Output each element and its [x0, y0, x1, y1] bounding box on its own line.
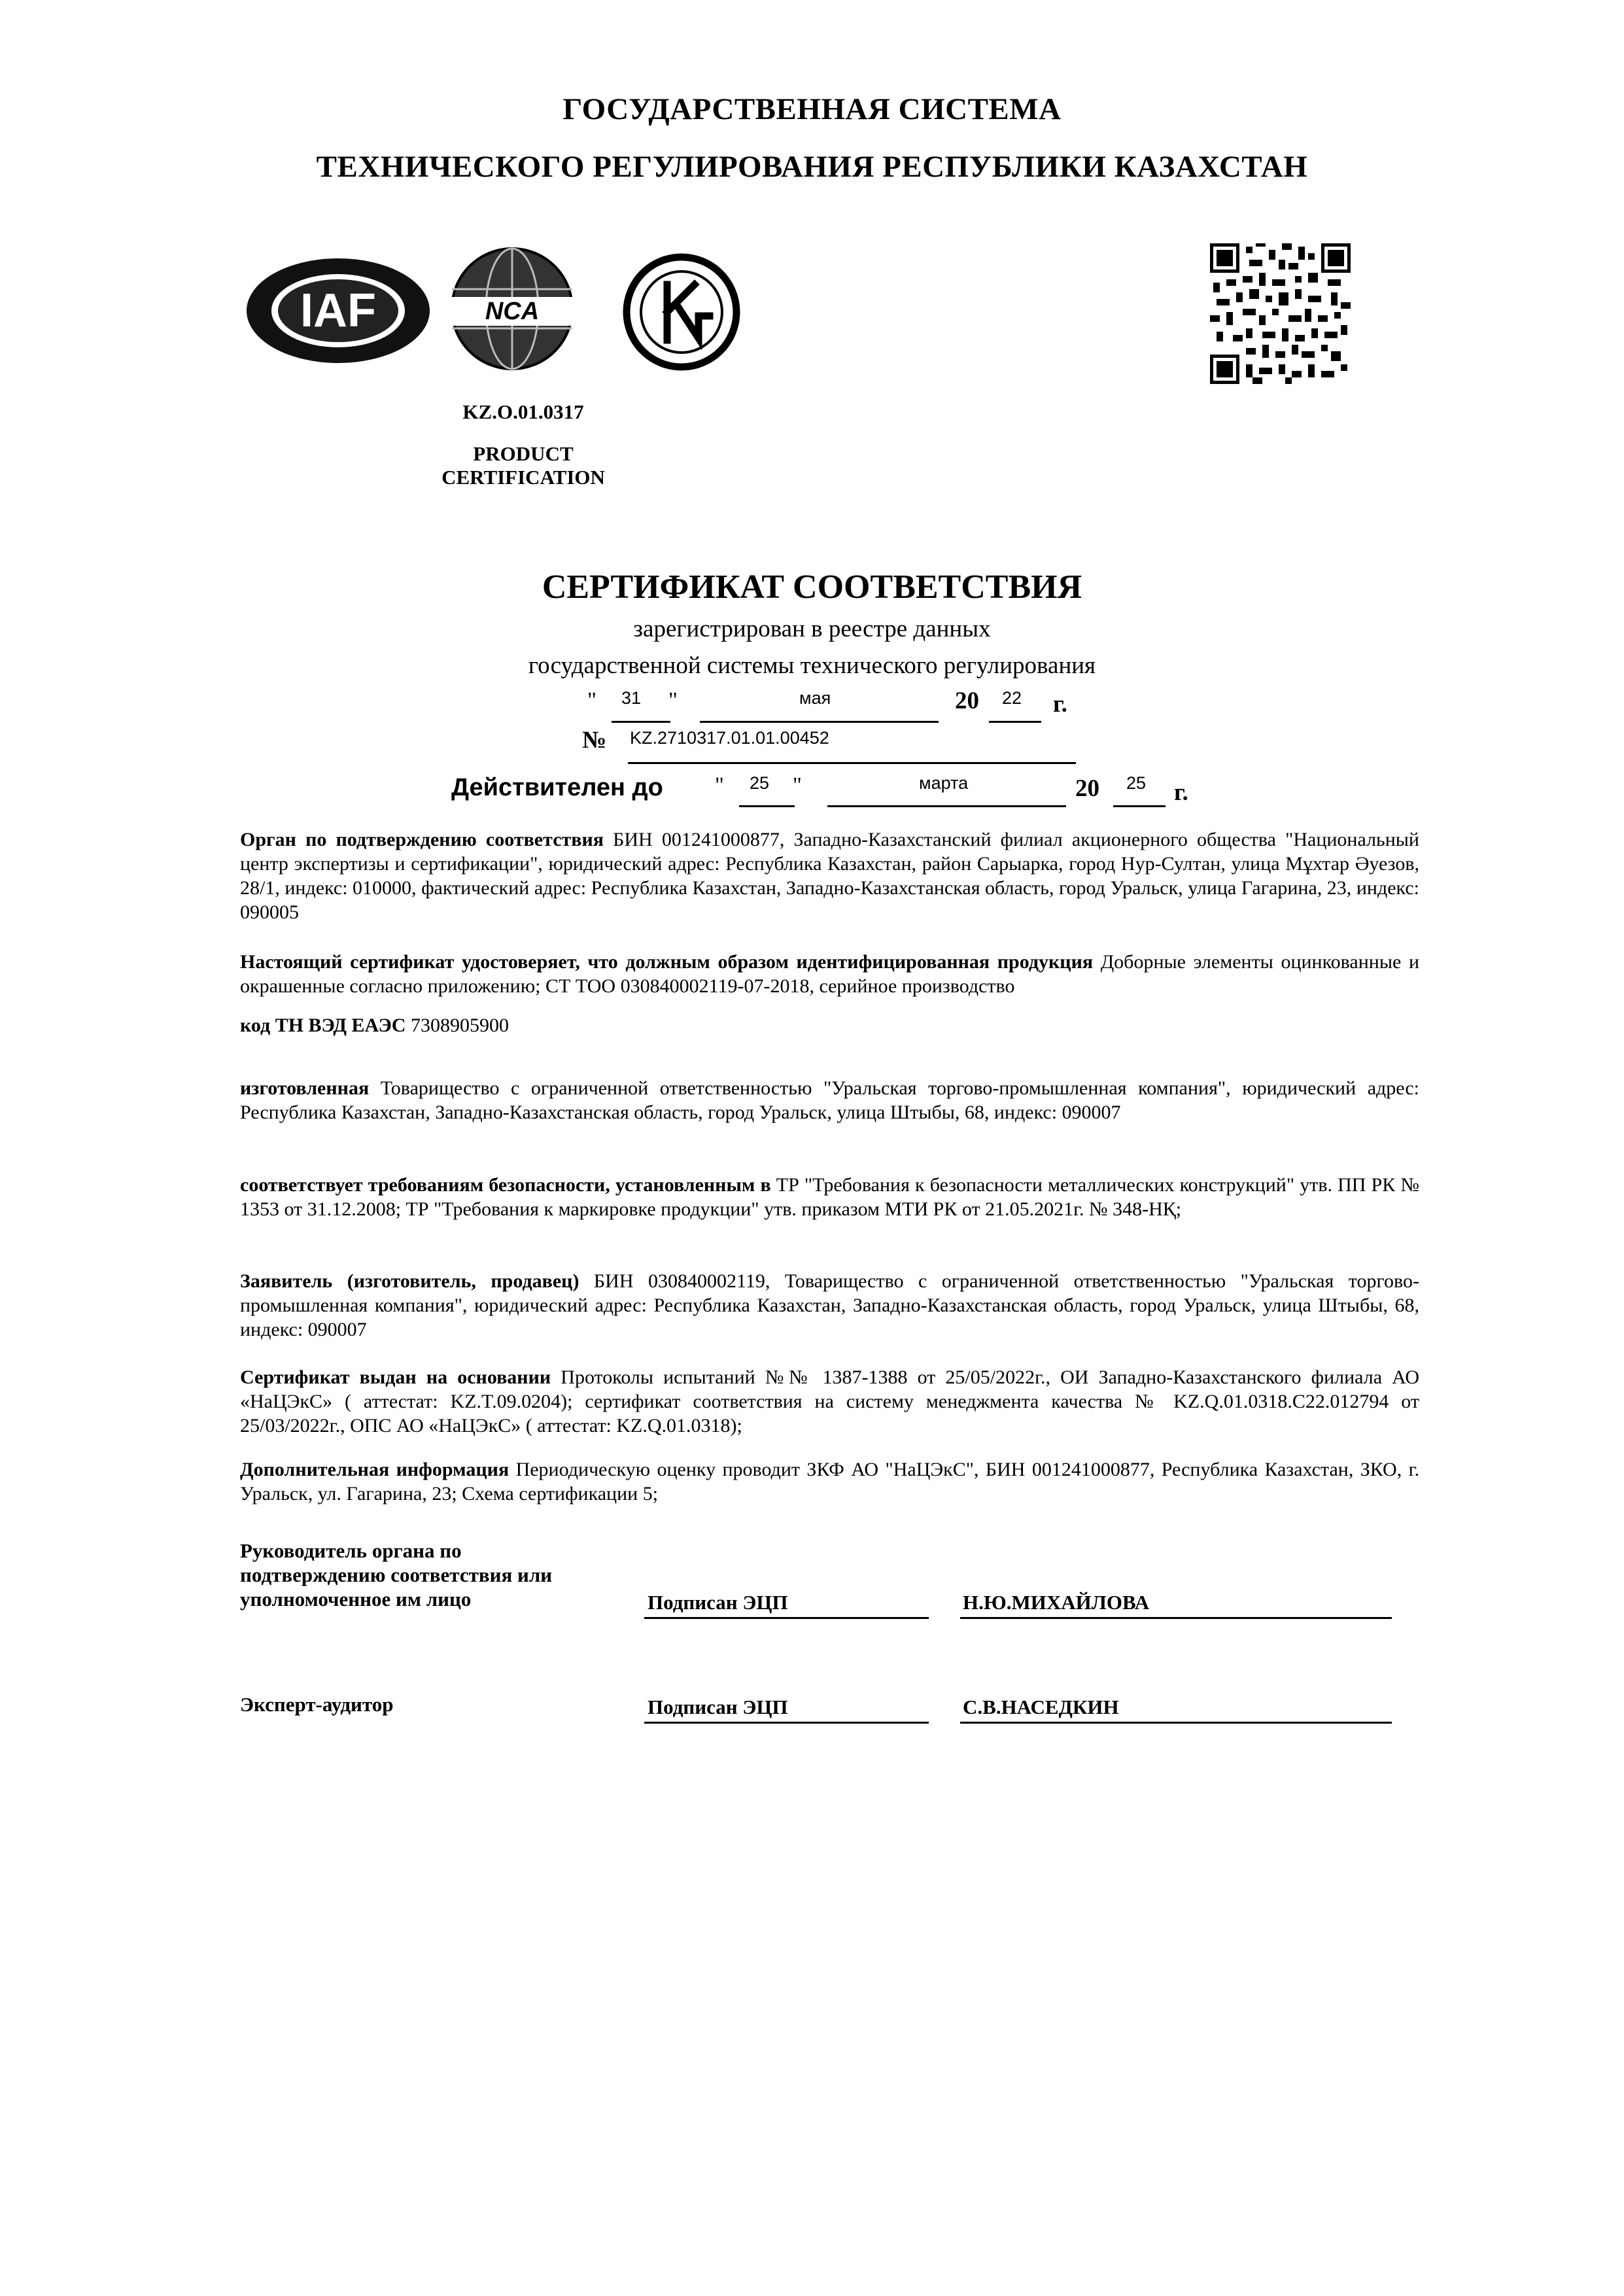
- section-requirements-label: соответствует требованиям безопасности, установленным в: [240, 1174, 771, 1196]
- valid-year-suffix: 25: [1126, 773, 1147, 793]
- section-organ-text: БИН 001241000877, Западно-Казахстанский филиал акционерного общества "Национальный центр экспертизы и сертификации", юридический адрес: Республика Казахстан, район Сарыарка, город Нур-Султан, улица Мұхтар Әуезов, 28/1, индекс: 010000, фактический адрес: Республика Казахстан, Западно-Казахстанская область, город Уральск, улица Гагарина, 23, индекс: 090005: [240, 829, 1419, 923]
- section-additional-text: Периодическую оценку проводит ЗКФ АО "НаЦЭкС", БИН 001241000877, Республика Казахстан, ЗКО, г. Уральск, ул. Гагарина, 23; Схема сертификации 5;: [240, 1459, 1420, 1505]
- valid-year-unit: г.: [1174, 779, 1188, 806]
- valid-until-label: Действителен до: [451, 774, 663, 801]
- valid-day: 25: [750, 773, 770, 793]
- certificate-title: СЕРТИФИКАТ СООТВЕТСТВИЯ: [542, 568, 1082, 606]
- reg-quote-open: ": [587, 688, 596, 712]
- section-manufacturer-label: изготовленная: [240, 1077, 370, 1099]
- head-signatory-label-2: подтверждению соответствия или: [240, 1563, 553, 1586]
- certificate-subtitle-1: зарегистрирован в реестре данных: [633, 616, 991, 642]
- expert-signed-status: Подписан ЭЦП: [648, 1696, 788, 1718]
- reg-year-unit: г.: [1053, 691, 1067, 718]
- qr-code: [1210, 243, 1351, 384]
- section-organ-label: Орган по подтверждению соответствия: [240, 829, 604, 850]
- section-requirements-text: ТР "Требования к безопасности металлических конструкций" утв. ПП РК № 1353 от 31.12.2008; ТР "Требования к маркировке продукции" утв. приказом МТИ РК от 21.05.2021г. № 348-НҚ;: [240, 1174, 1419, 1220]
- reg-quote-close: ": [668, 688, 678, 712]
- ncp-globe-logo: [447, 243, 578, 374]
- section-basis-label: Сертификат выдан на основании: [240, 1366, 551, 1388]
- certificate-subtitle-2: государственной системы технического регулирования: [528, 652, 1096, 679]
- section-certifies: [240, 950, 1419, 998]
- section-applicant-label: Заявитель (изготовитель, продавец): [240, 1270, 579, 1292]
- valid-year-prefix: 20: [1075, 775, 1099, 802]
- section-applicant: [240, 1269, 1419, 1342]
- expert-auditor-label: Эксперт-аудитор: [240, 1693, 394, 1716]
- valid-quote-open: ": [715, 773, 724, 797]
- head-signatory-label-3: уполномоченное им лицо: [240, 1588, 472, 1610]
- section-certifies-text: Доборные элементы оцинкованные и окрашенные согласно приложению; СТ ТОО 030840002119-07-2018, серийное производство: [240, 951, 1419, 997]
- section-requirements: [240, 1173, 1419, 1221]
- valid-quote-close: ": [793, 773, 802, 797]
- valid-month: марта: [919, 773, 969, 793]
- section-basis-text: Протоколы испытаний №№ 1387-1388 от 25/05/2022г., ОИ Западно-Казахстанского филиала АО «НаЦЭкС» ( аттестат: KZ.T.09.0204); сертификат соответствия на систему менеджмента качества № KZ.Q.01.0318.C22.012794 от 25/03/2022г., ОПС АО «НаЦЭкС» ( аттестат: KZ.Q.01.0318);: [240, 1366, 1419, 1436]
- head-signatory-name: Н.Ю.МИХАЙЛОВА: [963, 1591, 1150, 1614]
- section-organ: [240, 827, 1419, 924]
- iaf-logo: [243, 255, 433, 366]
- expert-auditor-name: С.В.НАСЕДКИН: [963, 1696, 1119, 1718]
- header-line-1: ГОСУДАРСТВЕННАЯ СИСТЕМА: [562, 92, 1062, 126]
- iaf-logo-text: IAF: [300, 285, 376, 337]
- reg-year-prefix: 20: [955, 687, 979, 714]
- reg-day: 31: [621, 688, 642, 708]
- accreditation-block: [425, 400, 621, 489]
- section-additional: [240, 1457, 1419, 1506]
- reg-month: мая: [799, 688, 831, 708]
- head-signed-status: Подписан ЭЦП: [648, 1591, 788, 1614]
- accreditation-code: KZ.O.01.0317: [462, 400, 584, 423]
- section-hs-code-text: 7308905900: [406, 1015, 509, 1036]
- certificate-number: KZ.2710317.01.01.00452: [630, 728, 829, 748]
- reg-year-suffix: 22: [1002, 688, 1022, 708]
- head-signatory-label: [240, 1539, 552, 1611]
- certificate-number-label: №: [582, 727, 607, 754]
- section-additional-label: Дополнительная информация: [240, 1459, 510, 1480]
- accreditation-line-1: PRODUCT: [473, 442, 574, 465]
- kz-conformity-mark: [621, 252, 742, 373]
- section-manufacturer-text: Товарищество с ограниченной ответственностью "Уральская торгово-промышленная компания", юридический адрес: Республика Казахстан, Западно-Казахстанская область, город Уральск, улица Штыбы, 68, индекс: 090007: [240, 1077, 1419, 1123]
- section-hs-code: [240, 1013, 1419, 1037]
- ncp-logo-text: NCA: [485, 298, 540, 325]
- section-basis: [240, 1365, 1419, 1438]
- accreditation-line-2: CERTIFICATION: [441, 466, 605, 489]
- section-hs-code-label: код ТН ВЭД ЕАЭС: [240, 1015, 406, 1036]
- head-signatory-label-1: Руководитель органа по: [240, 1539, 462, 1562]
- header-line-2: ТЕХНИЧЕСКОГО РЕГУЛИРОВАНИЯ РЕСПУБЛИКИ КАЗАХСТАН: [316, 150, 1308, 184]
- section-manufacturer: [240, 1076, 1419, 1124]
- section-applicant-text: БИН 030840002119, Товарищество с ограниченной ответственностью "Уральская торгово-промышленная компания", юридический адрес: Республика Казахстан, Западно-Казахстанская область, город Уральск, улица Штыбы, 68, индекс: 090007: [240, 1270, 1419, 1340]
- section-certifies-label: Настоящий сертификат удостоверяет, что должным образом идентифицированная продукция: [240, 951, 1094, 973]
